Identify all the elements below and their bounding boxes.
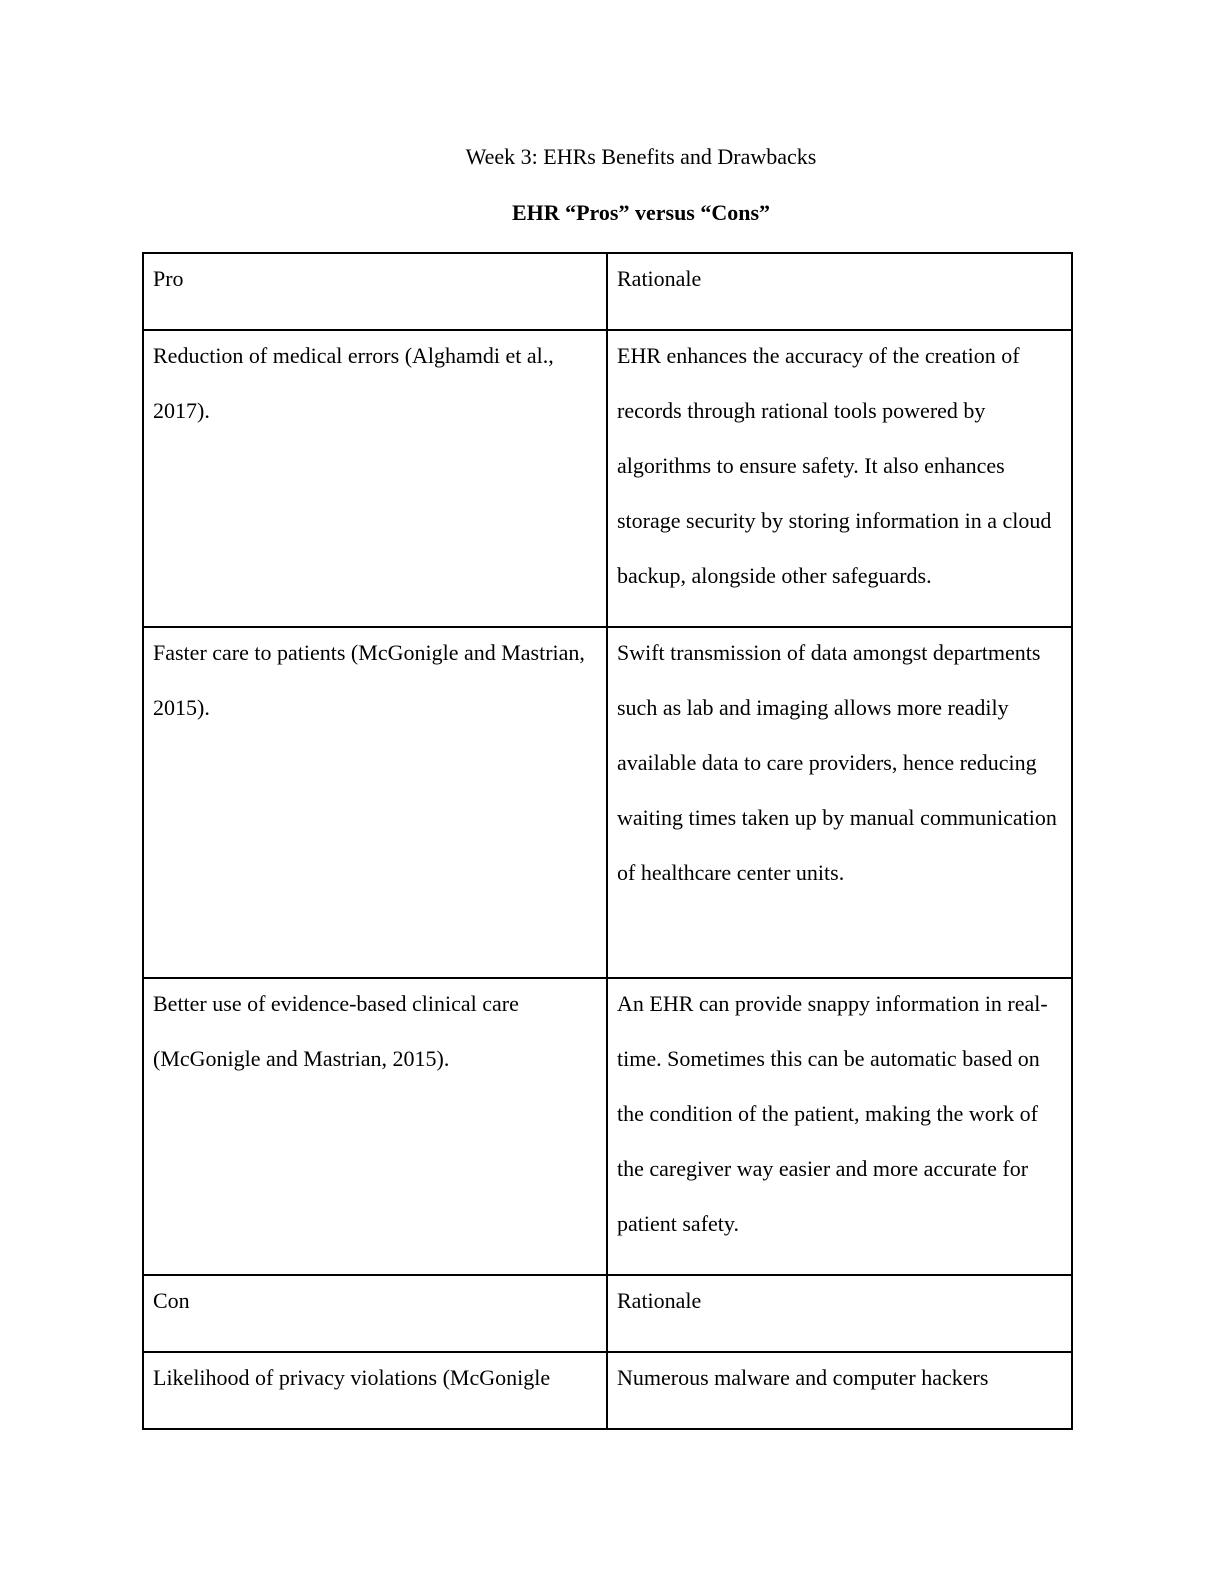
table-row xyxy=(143,1352,1072,1429)
pro-item-cell xyxy=(143,978,607,1275)
pro-rationale-cell xyxy=(607,330,1072,627)
pro-rationale-text: An EHR can provide snappy information in real-time. Sometimes this can be automatic based on the condition of the patient, making the work of the caregiver way easier and more accurate for patient safety. xyxy=(617,991,1048,1236)
con-header-cell xyxy=(143,1275,607,1352)
con-rationale-cell xyxy=(607,1352,1072,1429)
table-title: EHR “Pros” versus “Cons” xyxy=(511,200,771,225)
pro-item-cell xyxy=(143,627,607,978)
pro-header-cell xyxy=(143,253,607,330)
pro-rationale-header-cell xyxy=(607,253,1072,330)
con-item-text: Likelihood of privacy violations (McGonigle xyxy=(153,1365,551,1390)
pro-rationale-header-label: Rationale xyxy=(617,266,702,291)
pro-rationale-cell xyxy=(607,627,1072,978)
table-row xyxy=(143,627,1072,978)
pro-item-text: Reduction of medical errors (Alghamdi et al., 2017). xyxy=(153,343,554,423)
pro-header-label: Pro xyxy=(153,266,184,291)
pro-item-text: Faster care to patients (McGonigle and Mastrian, 2015). xyxy=(153,640,585,720)
pro-rationale-cell xyxy=(607,978,1072,1275)
table-row xyxy=(143,978,1072,1275)
con-item-cell xyxy=(143,1352,607,1429)
pro-rationale-text: EHR enhances the accuracy of the creation of records through rational tools powered by algorithms to ensure safety. It also enhances storage security by storing information in a cloud backup, alongside other safeguards. xyxy=(617,343,1052,588)
page-title: Week 3: EHRs Benefits and Drawbacks xyxy=(465,144,817,169)
pro-rationale-text: Swift transmission of data amongst departments such as lab and imaging allows more readily available data to care providers, hence reducing waiting times taken up by manual communication of healthcare center units. xyxy=(617,640,1057,885)
con-rationale-text: Numerous malware and computer hackers xyxy=(617,1365,989,1390)
con-rationale-header-label: Rationale xyxy=(617,1288,702,1313)
con-header-label: Con xyxy=(153,1288,190,1313)
pro-item-text: Better use of evidence-based clinical care (McGonigle and Mastrian, 2015). xyxy=(153,991,519,1071)
pros-cons-table xyxy=(142,252,1073,1430)
table-row xyxy=(143,330,1072,627)
pro-header-row xyxy=(143,253,1072,330)
con-header-row xyxy=(143,1275,1072,1352)
con-rationale-header-cell xyxy=(607,1275,1072,1352)
pro-item-cell xyxy=(143,330,607,627)
